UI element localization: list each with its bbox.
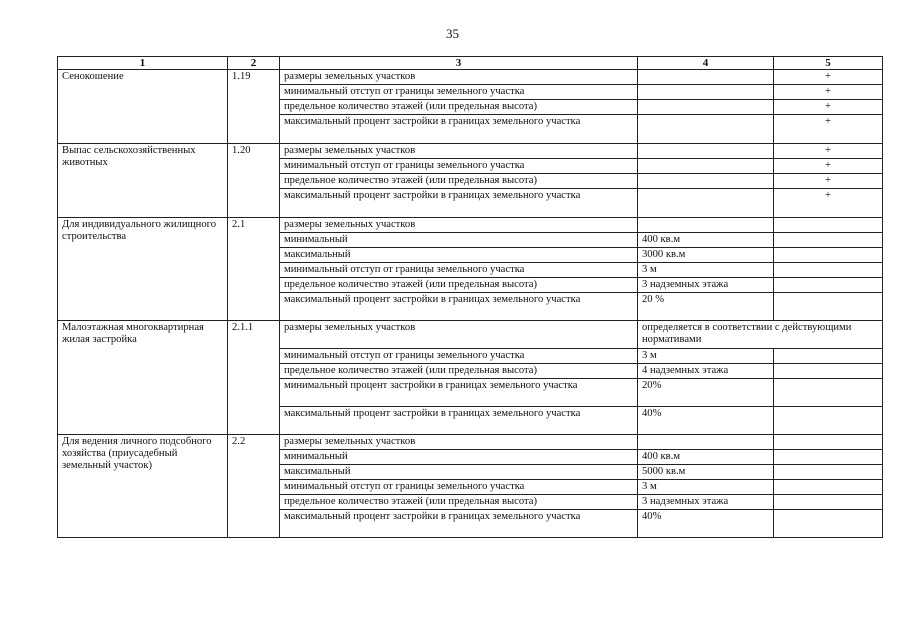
parameter-cell: минимальный отступ от границы земельного участка xyxy=(280,480,638,495)
parameter-cell: максимальный xyxy=(280,248,638,263)
parameter-cell: минимальный xyxy=(280,450,638,465)
value-cell: 3 м xyxy=(638,263,774,278)
mark-cell xyxy=(774,495,883,510)
mark-cell xyxy=(774,293,883,321)
parameter-cell: минимальный xyxy=(280,233,638,248)
value-cell xyxy=(638,144,774,159)
table-row xyxy=(58,218,883,233)
land-use-name: Сенокошение xyxy=(58,70,228,144)
land-use-name: Выпас сельскохозяйственных животных xyxy=(58,144,228,218)
value-cell: определяется в соответствии с действующими нормативами xyxy=(638,321,883,349)
value-cell: 4 надземных этажа xyxy=(638,364,774,379)
parameter-cell: минимальный отступ от границы земельного участка xyxy=(280,349,638,364)
column-header-3: 3 xyxy=(280,57,638,70)
parameter-cell: максимальный процент застройки в границах земельного участка xyxy=(280,115,638,144)
land-use-name: Для ведения личного подсобного хозяйства (приусадебный земельный участок) xyxy=(58,435,228,538)
parameter-cell: максимальный процент застройки в границах земельного участка xyxy=(280,510,638,538)
mark-cell xyxy=(774,278,883,293)
mark-cell xyxy=(774,218,883,233)
table-row xyxy=(58,321,883,349)
parameter-cell: размеры земельных участков xyxy=(280,218,638,233)
mark-cell xyxy=(774,263,883,278)
column-header-5: 5 xyxy=(774,57,883,70)
value-cell xyxy=(638,159,774,174)
parameter-cell: размеры земельных участков xyxy=(280,70,638,85)
mark-cell: + xyxy=(774,70,883,85)
parameter-cell: размеры земельных участков xyxy=(280,144,638,159)
mark-cell: + xyxy=(774,144,883,159)
mark-cell xyxy=(774,379,883,407)
parameter-cell: минимальный отступ от границы земельного участка xyxy=(280,263,638,278)
land-use-code: 1.20 xyxy=(228,144,280,218)
value-cell: 400 кв.м xyxy=(638,233,774,248)
parameter-cell: предельное количество этажей (или предельная высота) xyxy=(280,495,638,510)
mark-cell: + xyxy=(774,189,883,218)
table-row xyxy=(58,70,883,85)
value-cell: 40% xyxy=(638,510,774,538)
regulations-table xyxy=(57,56,883,538)
value-cell xyxy=(638,218,774,233)
value-cell: 20% xyxy=(638,379,774,407)
table-header-row xyxy=(58,57,883,70)
value-cell xyxy=(638,100,774,115)
value-cell: 3000 кв.м xyxy=(638,248,774,263)
parameter-cell: размеры земельных участков xyxy=(280,321,638,349)
mark-cell xyxy=(774,349,883,364)
parameter-cell: предельное количество этажей (или предельная высота) xyxy=(280,174,638,189)
land-use-code: 1.19 xyxy=(228,70,280,144)
mark-cell xyxy=(774,510,883,538)
mark-cell: + xyxy=(774,100,883,115)
parameter-cell: максимальный xyxy=(280,465,638,480)
land-use-name: Для индивидуального жилищного строительства xyxy=(58,218,228,321)
table-row xyxy=(58,435,883,450)
parameter-cell: размеры земельных участков xyxy=(280,435,638,450)
mark-cell: + xyxy=(774,159,883,174)
mark-cell xyxy=(774,233,883,248)
parameter-cell: максимальный процент застройки в границах земельного участка xyxy=(280,407,638,435)
mark-cell: + xyxy=(774,85,883,100)
land-use-name: Малоэтажная многоквартирная жилая застройка xyxy=(58,321,228,435)
land-use-code: 2.1.1 xyxy=(228,321,280,435)
parameter-cell: минимальный отступ от границы земельного участка xyxy=(280,85,638,100)
value-cell: 20 % xyxy=(638,293,774,321)
land-use-code: 2.1 xyxy=(228,218,280,321)
value-cell: 40% xyxy=(638,407,774,435)
page-number: 35 xyxy=(446,26,459,41)
mark-cell: + xyxy=(774,115,883,144)
value-cell: 400 кв.м xyxy=(638,450,774,465)
value-cell: 3 м xyxy=(638,480,774,495)
value-cell xyxy=(638,70,774,85)
value-cell xyxy=(638,174,774,189)
value-cell: 3 м xyxy=(638,349,774,364)
mark-cell xyxy=(774,248,883,263)
parameter-cell: предельное количество этажей (или предельная высота) xyxy=(280,278,638,293)
parameter-cell: минимальный отступ от границы земельного участка xyxy=(280,159,638,174)
parameter-cell: максимальный процент застройки в границах земельного участка xyxy=(280,293,638,321)
value-cell xyxy=(638,115,774,144)
parameter-cell: предельное количество этажей (или предельная высота) xyxy=(280,100,638,115)
mark-cell xyxy=(774,465,883,480)
mark-cell xyxy=(774,480,883,495)
parameter-cell: предельное количество этажей (или предельная высота) xyxy=(280,364,638,379)
column-header-4: 4 xyxy=(638,57,774,70)
mark-cell xyxy=(774,364,883,379)
mark-cell xyxy=(774,450,883,465)
value-cell xyxy=(638,189,774,218)
table-row xyxy=(58,144,883,159)
land-use-code: 2.2 xyxy=(228,435,280,538)
mark-cell xyxy=(774,435,883,450)
value-cell: 5000 кв.м xyxy=(638,465,774,480)
parameter-cell: минимальный процент застройки в границах земельного участка xyxy=(280,379,638,407)
parameter-cell: максимальный процент застройки в границах земельного участка xyxy=(280,189,638,218)
column-header-2: 2 xyxy=(228,57,280,70)
mark-cell xyxy=(774,407,883,435)
value-cell: 3 надземных этажа xyxy=(638,495,774,510)
value-cell xyxy=(638,85,774,100)
value-cell: 3 надземных этажа xyxy=(638,278,774,293)
column-header-1: 1 xyxy=(58,57,228,70)
value-cell xyxy=(638,435,774,450)
mark-cell: + xyxy=(774,174,883,189)
